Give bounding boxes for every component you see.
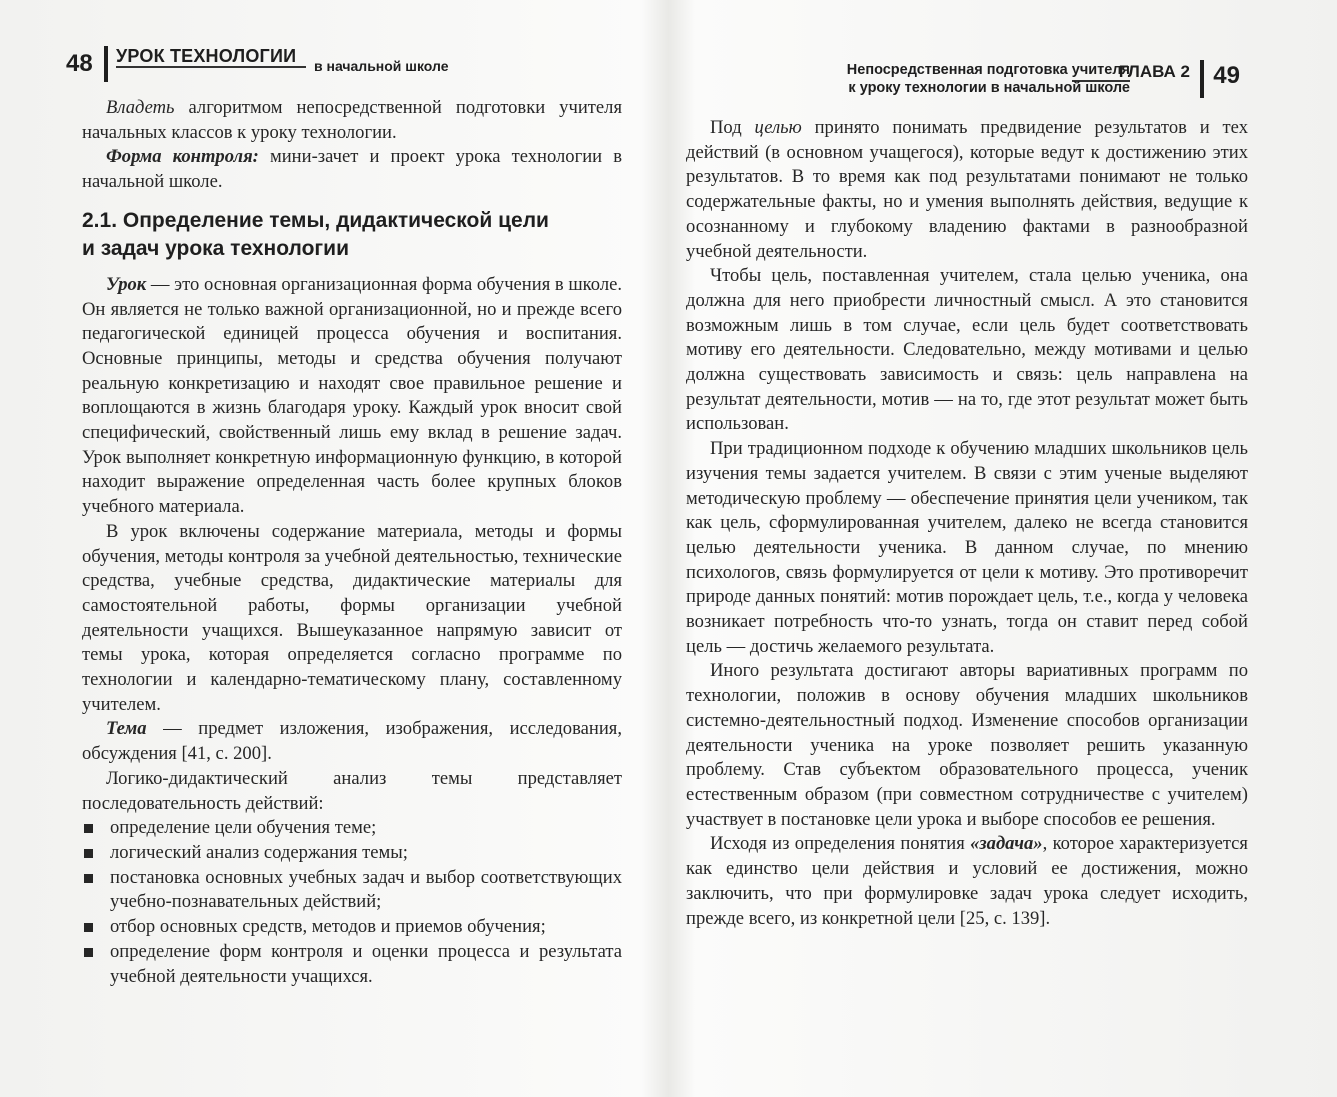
bullet-icon	[84, 874, 93, 883]
chapter-label: ГЛАВА 2	[1118, 62, 1190, 81]
header-divider	[1200, 60, 1204, 98]
paragraph: Исходя из определения понятия «задача», которое характеризуется как единство цели действия и условий ее достижения, можно заключить, что при формулировке задач урока следует исходить, прежде всего, из конкретной цели [25, с. 139].	[686, 833, 1248, 929]
chapter-title-line1: Непосредственная подготовка учителя	[846, 62, 1130, 78]
header-rule	[116, 66, 306, 68]
book-title: УРОК ТЕХНОЛОГИИ	[116, 46, 297, 66]
term: Тема	[106, 718, 147, 740]
paragraph: Чтобы цель, поставленная учителем, стала целью ученика, она должна для него приобрести личностный смысл. А это становится возможным лишь в том случае, если цель будет соответствовать мотиву его деятельности. Следовательно, между мотивами и целью должна существовать зависимость и связь: цель направлена на результат деятельности, мотив — на то, где этот результат может быть использован.	[686, 265, 1248, 435]
term: целью	[754, 117, 802, 138]
paragraph: В урок включены содержание материала, методы и формы обучения, методы контроля за учебной деятельностью, технические средства, учебные средства, дидактические материалы для самостоятельной работы, формы организации учебной деятельности учащихся. Вышеуказанное напрямую зависит от темы урока, которая определяется согласно программе по технологии и календарно-тематическому плану, составленному учителем.	[82, 520, 622, 715]
paragraph: Под целью принято понимать предвидение результатов и тех действий (в основном учащегося), которые ведут к достижению этих результатов. В то время как под результатами понимают не только содержательные факты, но и умения выполнять действия, ведущие к осознанному и глубокому владению фактами в разнообразной учебной деятельности.	[686, 117, 1248, 262]
header-divider	[104, 46, 108, 82]
list-item: отбор основных средств, методов и приемов обучения;	[82, 915, 622, 940]
paragraph: При традиционном подходе к обучению младших школьников цель изучения темы задается учителем. В связи с этим ученые выделяют методическую проблему — обеспечение принятия цели учеником, так как цель, сформулированная учителем, далеко не всегда становится целью деятельности ученика. В данном случае, по мнению психологов, связь формулируется от цели к мотиву. Это противоречит природе данных понятий: мотив порождает цель, т.е., когда у человека возникает потребность что-то узнать, тогда он ставит перед собой цель — достичь желаемого результата.	[686, 438, 1248, 657]
list-item: определение цели обучения теме;	[82, 816, 622, 841]
book-subtitle: в начальной школе	[314, 58, 449, 74]
list-item: определение форм контроля и оценки процесса и результата учебной деятельности учащихся.	[82, 940, 622, 989]
paragraph: Тема — предмет изложения, изображения, исследования, обсуждения [41, с. 200].	[82, 718, 622, 765]
left-running-head	[58, 40, 638, 84]
right-page-text	[686, 116, 1248, 931]
term: Форма контроля:	[106, 146, 259, 168]
paragraph: Форма контроля: мини-зачет и проект урока технологии в начальной школе.	[82, 146, 622, 193]
bullet-icon	[84, 923, 93, 932]
term: Владеть	[106, 97, 175, 118]
chapter-title-line2: к уроку технологии в начальной школе	[848, 80, 1130, 96]
term: Урок	[106, 273, 147, 295]
section-heading: 2.1. Определение темы, дидактической цели и задач урока технологии	[82, 208, 549, 260]
bullet-icon	[84, 849, 93, 858]
right-page-number: 49	[1213, 62, 1240, 89]
left-page-text	[82, 96, 622, 989]
paragraph: Логико-дидактический анализ темы представляет последовательность действий:	[82, 767, 622, 814]
paragraph: Иного результата достигают авторы вариативных программ по технологии, положив в основу обучения младших школьников системно-деятельностный подход. Изменение способов организации деятельности ученика на уроке позволяет решить указанную проблему. Став субъектом образовательного процесса, ученик естественным образом (при совместном сотрудничестве с учителем) участвует в постановке цели урока и выборе способов ее решения.	[686, 660, 1248, 830]
term: «задача»	[970, 833, 1043, 855]
list-item: постановка основных учебных задач и выбор соответствующих учебно-познавательных действий;	[82, 866, 622, 915]
bullet-icon	[84, 948, 93, 957]
list-item: логический анализ содержания темы;	[82, 841, 622, 866]
paragraph: Владеть алгоритмом непосредственной подготовки учителя начальных классов к уроку технологии.	[82, 97, 622, 143]
left-page-number: 48	[66, 50, 93, 77]
paragraph: Урок — это основная организационная форма обучения в школе. Он является не только важной организационной, но и прежде всего педагогической единицей процесса обучения и воспитания. Основные принципы, методы и средства обучения получают реальную конкретизацию и находят свое правильное решение и воплощаются в жизнь благодаря уроку. Каждый урок вносит свой специфический, свойственный лишь ему вклад в решение задач. Урок выполняет конкретную информационную функцию, в которой находит выражение определенная часть более крупных блоков учебного материала.	[82, 273, 622, 518]
bullet-list	[82, 816, 622, 989]
right-running-head	[846, 40, 1280, 96]
bullet-icon	[84, 824, 93, 833]
